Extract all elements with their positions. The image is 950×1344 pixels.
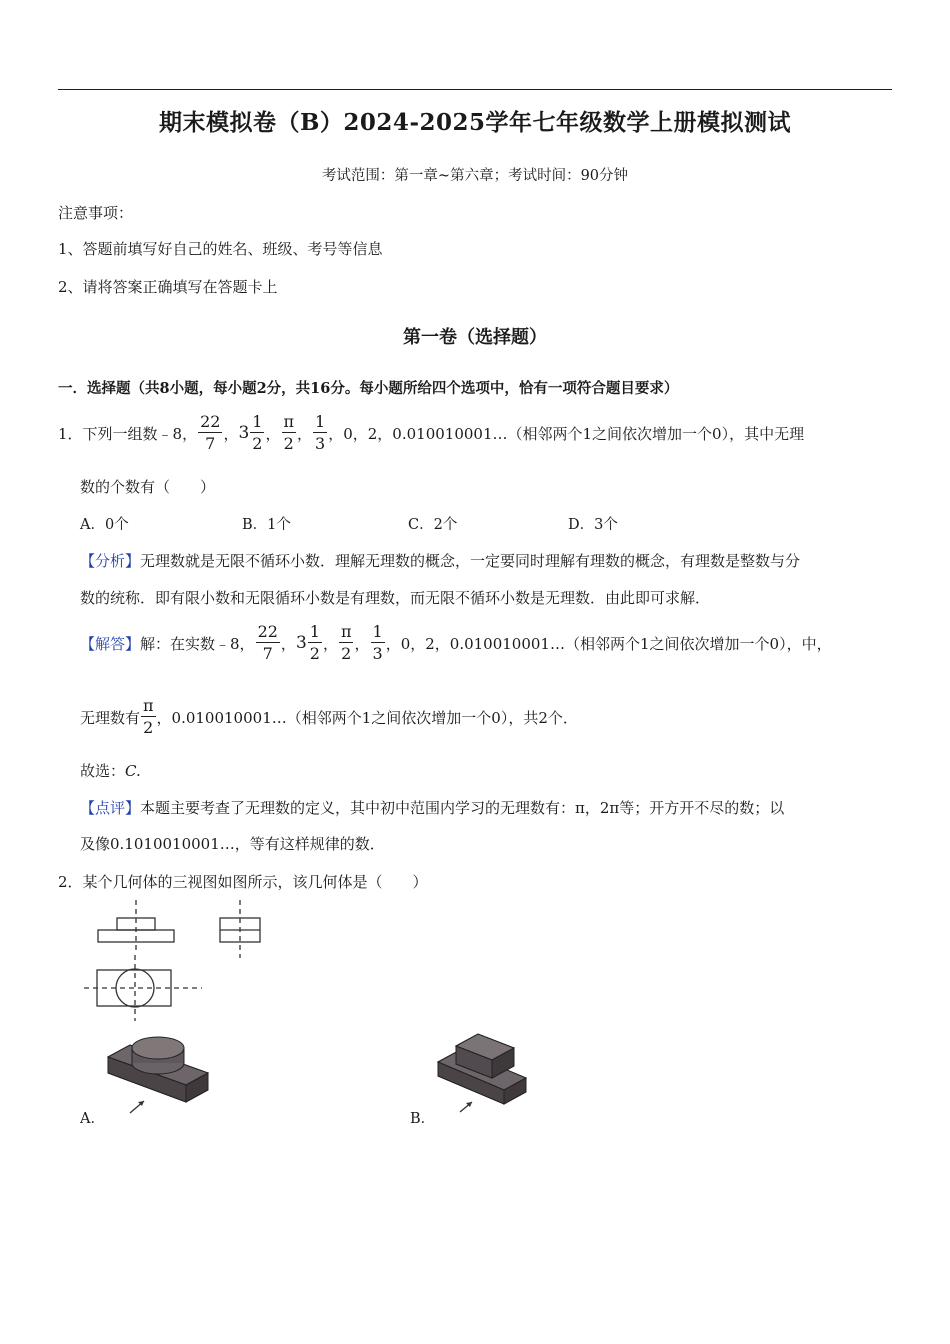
analysis-text: 无理数就是无限不循环小数．理解无理数的概念，一定要同时理解有理数的概念，有理数是整数与分	[140, 552, 801, 570]
side-view	[220, 900, 260, 958]
fraction-pi-2: $\frac{\pi}{2}$	[340, 622, 352, 663]
answer-rest: ，0，2，0.010010001…（相邻两个1之间依次增加一个0），中，	[385, 634, 832, 653]
notes-heading: 注意事项：	[58, 204, 134, 222]
answer-prefix: 解：在实数﹣8，	[140, 634, 255, 653]
q1-rest: ，0，2，0.010010001…（相邻两个1之间依次增加一个0），其中无理	[328, 424, 805, 443]
q1-sep: ，	[322, 634, 338, 653]
fraction-22-7: $\frac{22}{7}$	[200, 412, 221, 453]
q1-sep: ，	[265, 424, 281, 443]
choice-label: 故选：	[80, 762, 126, 780]
fraction-1-2: $\frac{1}{2}$	[252, 412, 263, 453]
q2-stem: 2．某个几何体的三视图如图所示，该几何体是（ ）	[58, 873, 428, 891]
three-view-figure	[80, 895, 270, 1025]
top-view	[84, 955, 202, 1021]
q1-answer-line1	[80, 620, 832, 666]
comment-tag: 【点评】	[80, 799, 141, 817]
q2-option-a[interactable]: A．	[80, 1111, 105, 1127]
note-item-2: 2、请将答案正确填写在答题卡上	[58, 278, 278, 296]
q2-option-b-figure[interactable]	[432, 1030, 532, 1115]
q1-choice	[80, 760, 141, 781]
q1-comment-line1	[80, 797, 784, 818]
q1-option-a[interactable]: A．0个	[80, 517, 129, 533]
q1-analysis-line1	[80, 550, 800, 571]
q1-analysis-line2: 数的统称．即有限小数和无限循环小数是有理数，而无限不循环小数是无理数．由此即可求解．	[80, 589, 711, 607]
header-rule	[58, 89, 892, 90]
q2-option-b[interactable]: B．	[410, 1111, 436, 1127]
q1-comment-line2: 及像0.1010010001…，等有这样规律的数．	[80, 835, 385, 853]
fraction-22-7: $\frac{22}{7}$	[257, 622, 278, 663]
mixed-whole: 3	[295, 633, 307, 653]
fraction-1-3: $\frac{1}{3}$	[372, 622, 383, 663]
part-heading: 一．选择题（共8小题，每小题2分，共16分。每小题所给四个选项中，恰有一项符合题目要求）	[58, 380, 679, 397]
fraction-1-2: $\frac{1}{2}$	[309, 622, 320, 663]
q1-option-d[interactable]: D．3个	[568, 517, 618, 533]
fraction-pi-2: $\frac{\pi}{2}$	[283, 412, 295, 453]
fraction-1-3: $\frac{1}{3}$	[315, 412, 326, 453]
front-view	[98, 900, 174, 951]
q1-option-c[interactable]: C．2个	[408, 517, 458, 533]
choice-letter: C.	[125, 762, 141, 780]
analysis-tag: 【分析】	[80, 552, 141, 570]
q1-prefix: 1．下列一组数﹣8，	[58, 424, 198, 443]
page-title: 期末模拟卷（B）2024-2025学年七年级数学上册模拟测试	[158, 109, 791, 136]
q1-stem	[58, 410, 804, 456]
q1-sep: ，	[280, 634, 296, 653]
answer-tag: 【解答】	[80, 634, 141, 653]
answer-line2-b: ，0.010010001…（相邻两个1之间依次增加一个0），共2个．	[156, 708, 578, 727]
q1-sep: ，	[354, 634, 370, 653]
note-item-1: 1、答题前填写好自己的姓名、班级、考号等信息	[58, 240, 383, 258]
answer-line2-a: 无理数有	[80, 708, 141, 727]
q1-stem-line2: 数的个数有（ ）	[80, 478, 216, 496]
comment-text: 本题主要考查了无理数的定义，其中初中范围内学习的无理数有：π，2π等；开方开不尽的数；以	[140, 799, 785, 817]
q2-option-a-figure[interactable]	[100, 1035, 215, 1120]
section-title: 第一卷（选择题）	[403, 327, 547, 348]
q1-sep: ，	[297, 424, 313, 443]
fraction-pi-2: $\frac{\pi}{2}$	[143, 696, 154, 737]
q1-answer-line2	[80, 694, 578, 740]
q1-option-b[interactable]: B．1个	[242, 517, 291, 533]
mixed-whole: 3	[238, 423, 250, 443]
exam-info: 考试范围：第一章~第六章；考试时间：90分钟	[321, 168, 629, 184]
q1-sep: ，	[223, 424, 239, 443]
